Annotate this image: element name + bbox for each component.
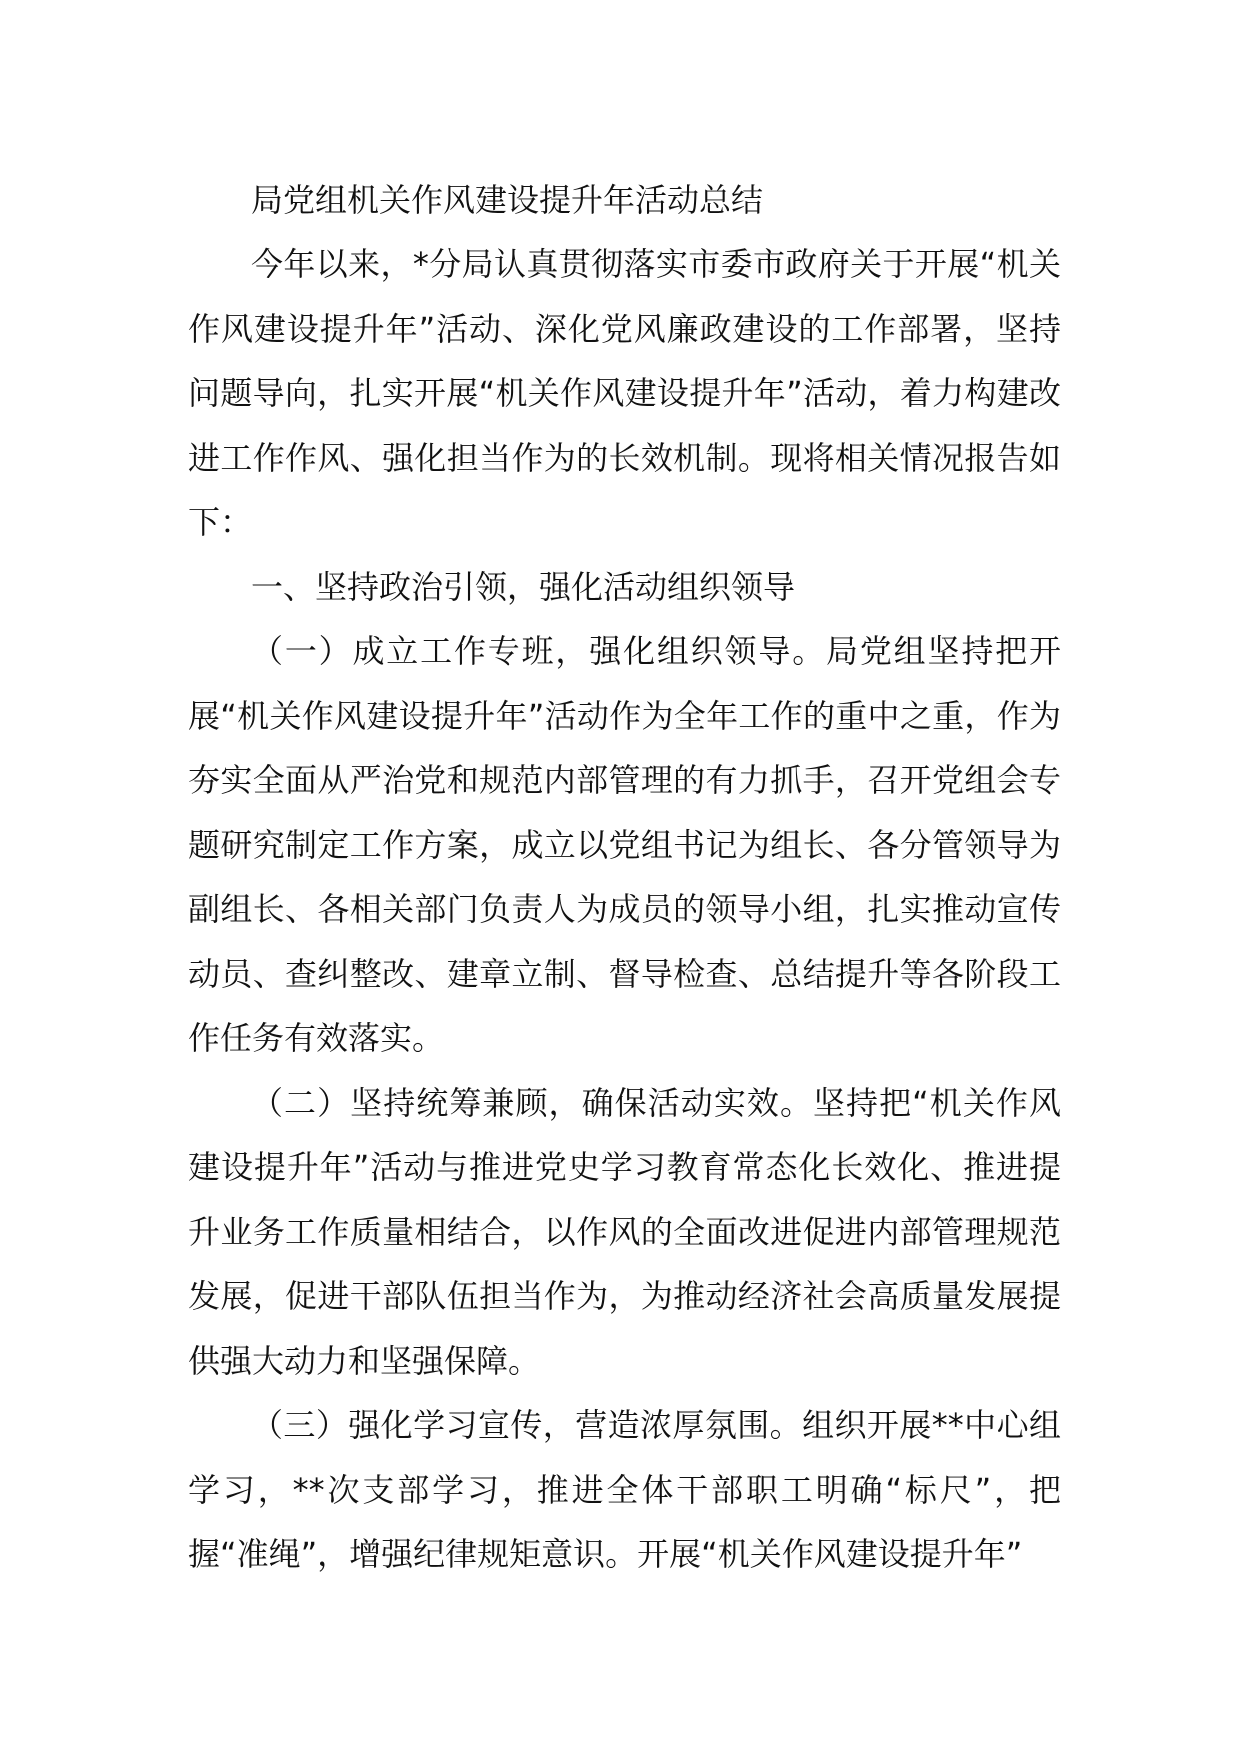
subsection-paragraph-1: （一）成立工作专班，强化组织领导。局党组坚持把开展“机关作风建设提升年”活动作为全年工作的重中之重，作为夯实全面从严治党和规范内部管理的有力抓手，召开党组会专题研究制定工作方案，成立以党组书记为组长、各分管领导为副组长、各相关部门负责人为成员的领导小组，扎实推动宣传动员、查纠整改、建章立制、督导检查、总结提升等各阶段工作任务有效落实。 (188, 632, 1061, 1057)
subsection-paragraph-2: （二）坚持统筹兼顾，确保活动实效。坚持把“机关作风建设提升年”活动与推进党史学习教育常态化长效化、推进提升业务工作质量相结合，以作风的全面改进促进内部管理规范发展，促进干部队伍担当作为，为推动经济社会高质量发展提供强大动力和坚强保障。 (188, 1083, 1061, 1380)
document-title: 局党组机关作风建设提升年活动总结 (251, 181, 764, 219)
intro-paragraph: 今年以来，*分局认真贯彻落实市委市政府关于开展“机关作风建设提升年”活动、深化党风廉政建设的工作部署，坚持问题导向，扎实开展“机关作风建设提升年”活动，着力构建改进工作作风、强化担当作为的长效机制。现将相关情况报告如下： (188, 245, 1061, 541)
section-heading-1: 一、坚持政治引领，强化活动组织领导 (251, 567, 796, 606)
subsection-paragraph-3: （三）强化学习宣传，营造浓厚氛围。组织开展**中心组学习，**次支部学习，推进全体干部职工明确“标尺”，把握“准绳”，增强纪律规矩意识。开展“机关作风建设提升年” (188, 1406, 1061, 1573)
document-body (188, 168, 1061, 1587)
